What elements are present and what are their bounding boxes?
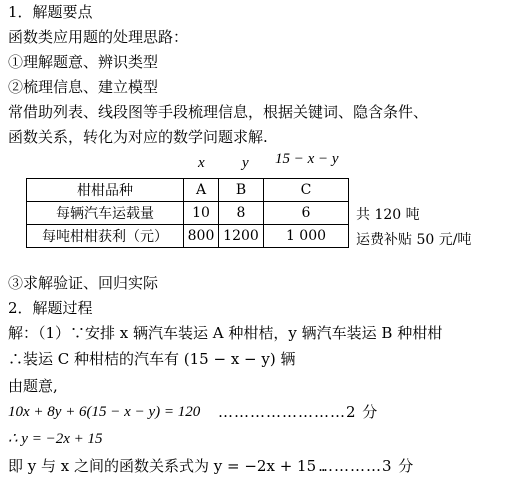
paragraph-line-1: 常借助列表、线段图等手段梳理信息，根据关键词、隐含条件、 — [8, 103, 429, 121]
section-heading-2: 2．解题过程 — [8, 299, 93, 317]
table-cell: 10 — [184, 202, 219, 225]
paragraph-line-2: 函数关系，转化为对应的数学问题求解. — [8, 128, 268, 146]
table-cell: 1 000 — [264, 225, 349, 248]
table-row — [27, 225, 349, 248]
equation-1: 10x + 8y + 6(15 − x − y) = 120 — [8, 404, 201, 420]
step-1: ①理解题意、辨识类型 — [8, 53, 159, 71]
data-table — [26, 178, 349, 248]
table-header-cell: 柑柑品种 — [27, 179, 184, 202]
var-c-label: 15 − x − y — [275, 151, 339, 167]
approach-intro: 函数类应用题的处理思路： — [8, 28, 189, 46]
table-row — [27, 202, 349, 225]
side-note-subsidy: 运费补贴 50 元/吨 — [356, 232, 472, 248]
table-header-cell: C — [264, 179, 349, 202]
side-note-total: 共 120 吨 — [356, 207, 420, 223]
table-header-row — [27, 179, 349, 202]
step-2: ②梳理信息、建立模型 — [8, 78, 159, 96]
var-y-label: y — [242, 155, 249, 171]
solution-line-3: 由题意, — [8, 377, 58, 395]
equation-2: ∴ y = −2x + 15 — [8, 431, 103, 447]
score-3: …………3 分 — [318, 457, 415, 475]
solution-line-1: 解：（1）∵安排 x 辆汽车装运 A 种柑桔，y 辆汽车装运 B 种柑柑 — [8, 324, 443, 342]
table-cell: 8 — [219, 202, 264, 225]
var-x-label: x — [198, 155, 205, 171]
score-2: ……………………2 分 — [218, 403, 379, 421]
table-header-cell: A — [184, 179, 219, 202]
conclusion-line: 即 y 与 x 之间的函数关系式为 y = −2x + 15 . — [8, 457, 326, 475]
table-cell: 每辆汽车运载量 — [27, 202, 184, 225]
step-3: ③求解验证、回归实际 — [8, 274, 159, 292]
table-cell: 每吨柑柑获利（元） — [27, 225, 184, 248]
table-cell: 800 — [184, 225, 219, 248]
table-cell: 6 — [264, 202, 349, 225]
section-heading-1: 1．解题要点 — [8, 3, 93, 21]
solution-line-2: ∴装运 C 种柑桔的汽车有 (15 − x − y) 辆 — [8, 350, 296, 368]
table-header-cell: B — [219, 179, 264, 202]
table-cell: 1200 — [219, 225, 264, 248]
